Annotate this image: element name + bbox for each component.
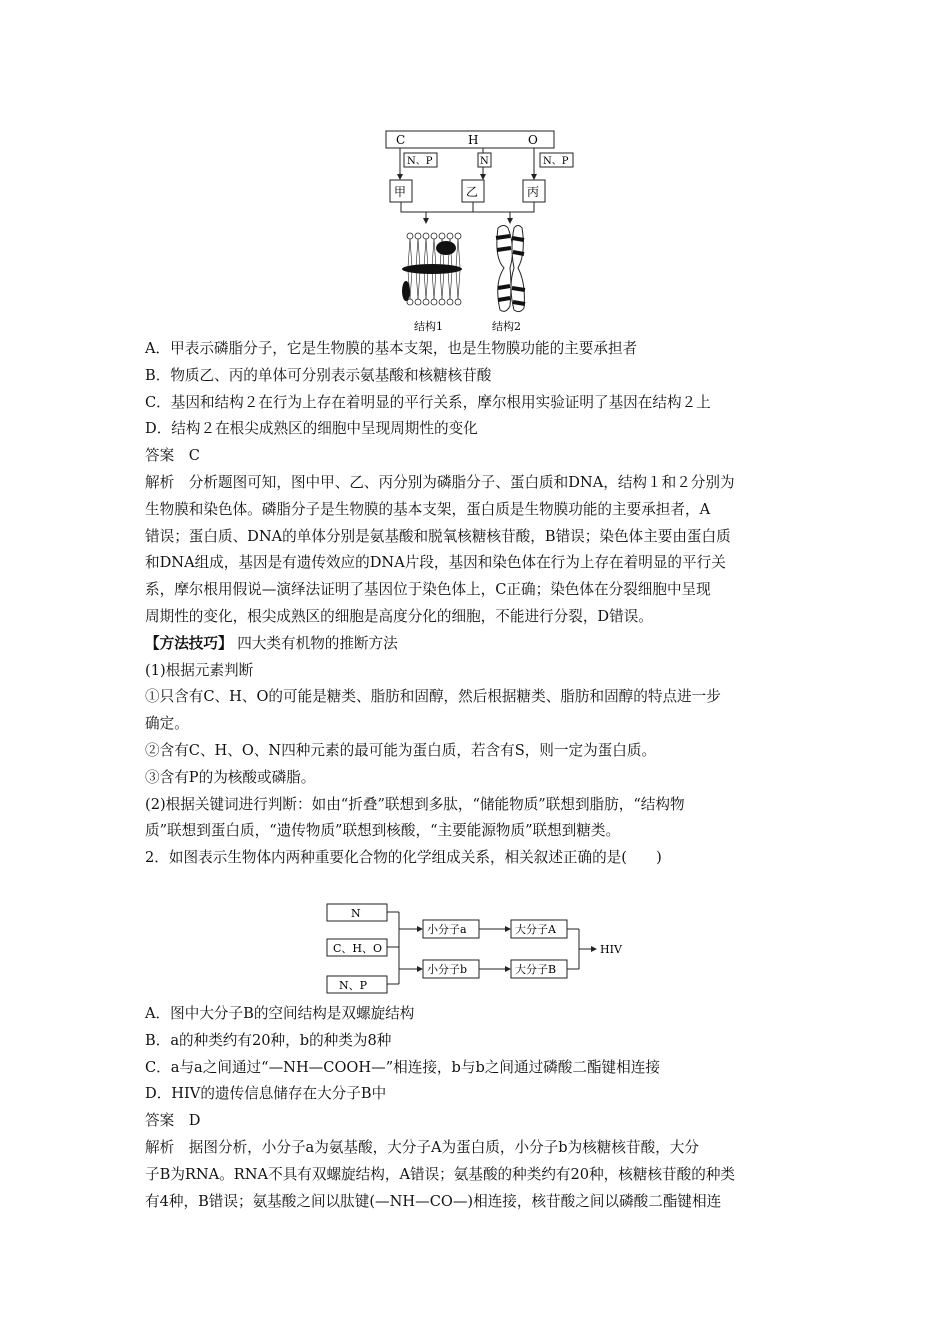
added-np-left: N、P [407,156,433,167]
label-hiv: HIV [600,943,622,956]
method-heading: 【方法技巧】 [145,634,233,652]
figure-element-composition [380,128,580,340]
method-line: ②含有C、H、O、N四种元素的最可能为蛋白质，若含有S，则一定为蛋白质。 [145,741,657,759]
method-heading-line [145,631,815,658]
element-h: H [468,133,479,147]
method-line: ③含有P的为核酸或磷脂。 [145,768,316,786]
q2-analysis-line: 解析 据图分析，小分子a为氨基酸，大分子A为蛋白质，小分子b为核糖核苷酸，大分 [145,1138,699,1156]
node-bing: 丙 [527,185,540,199]
macromolecule-a: 大分子A [515,923,556,936]
small-molecule-a: 小分子a [427,923,467,936]
q2-analysis-line: 子B为RNA。RNA不具有双螺旋结构，A错误；氨基酸的种类约有20种，核糖核苷酸的种类 [145,1165,736,1183]
q1-analysis-line: 解析 分析题图可知，图中甲、乙、丙分别为磷脂分子、蛋白质和DNA，结构１和２分别为 [145,473,735,491]
q1-analysis-line: 生物膜和染色体。磷脂分子是生物膜的基本支架，蛋白质是生物膜功能的主要承担者，A [145,500,711,518]
q2-stem: 2．如图表示生物体内两种重要化合物的化学组成关系，相关叙述正确的是( ) [145,849,662,867]
method-line: 质”联想到蛋白质，“遗传物质”联想到核酸，“主要能源物质”联想到糖类。 [145,822,621,840]
q1-analysis-line: 错误；蛋白质、DNA的单体分别是氨基酸和脱氧核糖核苷酸，B错误；染色体主要由蛋白质 [145,527,731,545]
method-title: 四大类有机物的推断方法 [237,634,398,652]
box-n: N [351,907,361,920]
small-molecule-b: 小分子b [427,963,468,976]
q1-option-d: D．结构２在根尖成熟区的细胞中呈现周期性的变化 [145,420,478,438]
q2-answer: 答案 D [145,1112,201,1130]
q2-option-a: A．图中大分子B的空间结构是双螺旋结构 [145,1005,415,1022]
method-line: (1)根据元素判断 [145,661,254,679]
q2-block [145,1001,815,1215]
q1-answer: 答案 C [145,447,200,465]
label-structure-2: 结构2 [492,320,521,333]
box-cho: C、H、O [333,942,383,955]
node-yi: 乙 [466,185,479,199]
membrane-structure [402,233,462,305]
q1-option-a: A．甲表示磷脂分子，它是生物膜的基本支架，也是生物膜功能的主要承担者 [145,340,638,357]
element-c: C [396,133,406,147]
method-line: 确定。 [145,715,189,733]
added-n-mid: N [480,156,489,167]
q1-analysis-line: 周期性的变化，根尖成熟区的细胞是高度分化的细胞，不能进行分裂，D错误。 [145,607,653,625]
element-o: O [528,133,538,147]
q1-option-c: C．基因和结构２在行为上存在着明显的平行关系，摩尔根用实验证明了基因在结构２上 [145,393,711,411]
chromosome-structure [496,226,525,312]
q2-option-b: B．a的种类约有20种，b的种类为8种 [145,1031,392,1049]
box-np: N、P [339,979,368,992]
method-line: (2)根据关键词进行判断：如由“折叠”联想到多肽，“储能物质”联想到脂肪，“结构物 [145,795,685,813]
added-np-right: N、P [543,156,569,167]
q1-block [145,336,815,872]
label-structure-1: 结构1 [414,320,443,333]
method-line: ①只含有C、H、O的可能是糖类、脂肪和固醇，然后根据糖类、脂肪和固醇的特点进一步 [145,688,721,706]
q1-analysis-line: 和DNA组成，基因是有遗传效应的DNA片段，基因和染色体在行为上存在着明显的平行关 [145,554,726,572]
q1-analysis-line: 系，摩尔根用假说—演绎法证明了基因位于染色体上，C正确；染色体在分裂细胞中呈现 [145,581,711,599]
q2-option-d: D．HIV的遗传信息储存在大分子B中 [145,1085,387,1103]
macromolecule-b: 大分子B [515,963,557,976]
figure-hiv-composition [325,900,645,996]
q2-analysis-line: 有4种，B错误；氨基酸之间以肽键(—NH—CO—)相连接，核苷酸之间以磷酸二酯键相连 [145,1192,722,1210]
q2-option-c: C．a与a之间通过“—NH—COOH—”相连接，b与b之间通过磷酸二酯键相连接 [145,1058,660,1076]
node-jia: 甲 [394,185,407,199]
q1-option-b: B．物质乙、丙的单体可分别表示氨基酸和核糖核苷酸 [145,366,492,384]
